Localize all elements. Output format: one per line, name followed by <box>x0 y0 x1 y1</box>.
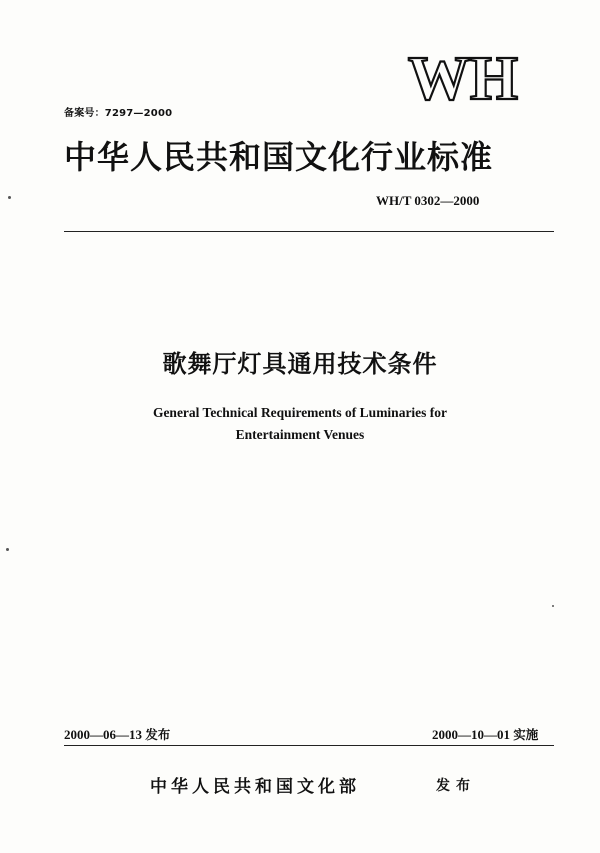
issue-date-value: 2000—06—13 <box>64 727 142 742</box>
standard-code: WH/T 0302—2000 <box>376 193 480 208</box>
publisher-name: 中华人民共和国文化部 <box>150 777 360 797</box>
scan-speck <box>552 605 554 607</box>
top-divider <box>64 231 554 232</box>
issue-date <box>64 725 170 743</box>
english-title-line-2: Entertainment Venues <box>235 427 365 442</box>
logo-text: WH <box>407 45 519 113</box>
bottom-divider <box>64 745 554 746</box>
english-title-line-1: General Technical Requirements of Luminaries for <box>152 405 448 420</box>
publish-label: 发布 <box>436 778 476 794</box>
wh-logo <box>398 44 528 114</box>
implementation-date-label: 实施 <box>513 727 539 742</box>
chinese-title: 歌舞厅灯具通用技术条件 <box>162 350 438 378</box>
english-title <box>0 402 600 446</box>
record-number: 备案号：7297—2000 <box>64 108 173 119</box>
scan-speck <box>6 548 9 551</box>
implementation-date <box>432 725 538 743</box>
scan-speck <box>8 196 11 199</box>
org-title: 中华人民共和国文化行业标准 <box>64 138 494 176</box>
issue-date-label: 发布 <box>145 727 171 742</box>
implementation-date-value: 2000—10—01 <box>432 727 510 742</box>
